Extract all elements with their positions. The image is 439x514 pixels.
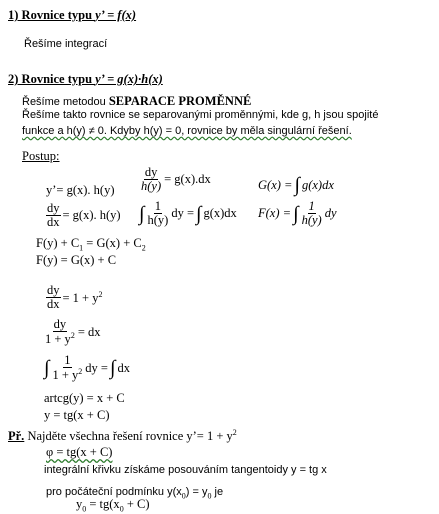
eq-line3 bbox=[36, 236, 146, 253]
frac-dy-1y2 bbox=[44, 318, 76, 346]
section2-line2-text: funkce a h(y) ≠ 0. Kdyby h(y) = 0, rovnice by měla singulární řešení. bbox=[22, 125, 352, 137]
frac-den-text: 1 + y bbox=[52, 368, 79, 383]
section2-line1: Řešíme takto rovnice se separovanými proměnnými, kde g, h jsou spojité bbox=[22, 109, 379, 121]
frac-num: dy bbox=[47, 201, 60, 215]
frac-den: h(y) bbox=[141, 179, 162, 194]
example-curve-text: integrální křivku získáme posouváním tangentoidy y = tg x bbox=[44, 464, 327, 476]
eq-r1c3-lhs: G(x) = bbox=[258, 177, 293, 192]
frac-1-hy bbox=[146, 200, 169, 227]
eq-r2c2-mid: dy = bbox=[171, 206, 194, 221]
subscript-0: 0 bbox=[82, 504, 87, 514]
superscript-2: 2 bbox=[98, 289, 103, 299]
eq-e3-mid: dy = bbox=[85, 361, 108, 376]
section2-line2 bbox=[22, 125, 352, 138]
eq-line4: F(y) = G(x) + C bbox=[36, 253, 117, 267]
example-final bbox=[76, 497, 150, 514]
frac-num: 1 bbox=[154, 199, 162, 213]
eq-r2c3-rhs: dy bbox=[324, 206, 337, 221]
example-final-end: + C) bbox=[123, 497, 150, 511]
frac-dy-hy bbox=[140, 166, 162, 193]
subscript-0: 0 bbox=[119, 504, 124, 514]
frac-den: h(y) bbox=[301, 213, 322, 228]
example-curve bbox=[44, 462, 327, 477]
frac-den: dx bbox=[47, 297, 60, 312]
superscript-2: 2 bbox=[232, 428, 237, 437]
example-text: Najděte všechna řešení rovnice y’= 1 + y bbox=[24, 429, 233, 444]
section1-title bbox=[8, 8, 136, 22]
integral-symbol: ∫ bbox=[109, 357, 116, 380]
subscript-1: 1 bbox=[79, 243, 84, 253]
eq-e1 bbox=[46, 284, 102, 311]
eq-r2c3-lhs: F(x) = bbox=[258, 206, 292, 221]
section2-desc-bold: SEPARACE PROMĚNNÉ bbox=[108, 94, 252, 108]
postup-label: Postup: bbox=[22, 149, 60, 163]
section2-title-prefix: 2) Rovnice typu bbox=[8, 72, 96, 86]
eq-r2c1 bbox=[46, 202, 121, 229]
eq-r1c2-rhs: = g(x).dx bbox=[164, 172, 211, 187]
eq-r2c2 bbox=[139, 200, 237, 227]
example-final-rhs: = tg(x bbox=[86, 497, 120, 511]
frac-dy-dx bbox=[46, 202, 61, 229]
eq-r1c3-rhs: g(x)dx bbox=[301, 177, 334, 192]
eq-e2-rhs: = dx bbox=[77, 325, 101, 340]
section2-title bbox=[8, 72, 163, 86]
eq-e1-rhs bbox=[63, 290, 103, 306]
frac-num: 1 bbox=[308, 199, 315, 213]
eq-r1c3 bbox=[258, 175, 334, 195]
frac-den bbox=[51, 368, 83, 382]
frac-den-text: 1 + y bbox=[45, 332, 71, 347]
eq-r1c2 bbox=[140, 166, 211, 193]
frac-num: dy bbox=[47, 283, 60, 297]
example-phi-text: φ = tg(x + C) bbox=[46, 445, 113, 459]
section1-desc: Řešíme integrací bbox=[24, 38, 108, 50]
frac-den bbox=[44, 332, 76, 346]
eq-e3 bbox=[44, 354, 130, 382]
frac-num: 1 bbox=[64, 353, 71, 367]
eq-e1-rhs-text: = 1 + y bbox=[62, 291, 99, 306]
example-line bbox=[8, 428, 237, 444]
section1-title-eq: y’ = f(x) bbox=[95, 8, 137, 22]
frac-1-hy-b bbox=[301, 200, 323, 227]
eq-r2c3 bbox=[258, 200, 337, 227]
integral-symbol: ∫ bbox=[44, 357, 50, 380]
eq-line3-b: = G(x) + C bbox=[83, 236, 142, 250]
integral-symbol: ∫ bbox=[196, 202, 202, 225]
example-initial-je: je bbox=[211, 486, 224, 498]
frac-dy-dx-e1 bbox=[46, 284, 61, 311]
section2-title-eq: y’ = g(x)·h(x) bbox=[95, 72, 163, 86]
section1-title-prefix: 1) Rovnice typu bbox=[8, 8, 96, 22]
eq-line3-a: F(y) + C bbox=[36, 236, 80, 250]
eq-e2 bbox=[44, 318, 101, 346]
eq-r2c1-rhs: = g(x). h(y) bbox=[62, 208, 121, 223]
eq-e4: artcg(y) = x + C bbox=[44, 391, 125, 405]
eq-r1c1: y’= g(x). h(y) bbox=[46, 183, 115, 197]
example-initial-end: ) = y bbox=[185, 486, 208, 498]
example-initial-text: pro počáteční podmínku y(x bbox=[46, 486, 182, 498]
superscript-2: 2 bbox=[78, 367, 83, 377]
eq-e5: y = tg(x + C) bbox=[44, 408, 110, 422]
section2-desc-prefix: Řešíme metodou bbox=[22, 96, 109, 108]
frac-den: h(y) bbox=[147, 213, 169, 228]
example-phi bbox=[46, 445, 112, 459]
superscript-2: 2 bbox=[70, 331, 75, 341]
subscript-2: 2 bbox=[141, 243, 146, 253]
integral-symbol: ∫ bbox=[139, 202, 145, 225]
frac-num: dy bbox=[144, 165, 158, 179]
frac-1-1y2 bbox=[51, 354, 83, 382]
eq-e3-rhs: dx bbox=[117, 361, 130, 376]
frac-num: dy bbox=[53, 317, 67, 331]
integral-symbol: ∫ bbox=[293, 202, 299, 225]
example-label: Př. bbox=[8, 429, 25, 444]
integral-symbol: ∫ bbox=[294, 174, 300, 196]
eq-r2c2-rhs: g(x)dx bbox=[203, 206, 237, 221]
subscript-0: 0 bbox=[207, 491, 212, 501]
subscript-0: 0 bbox=[181, 491, 186, 501]
frac-den: dx bbox=[47, 215, 60, 230]
example-final-y: y bbox=[76, 497, 83, 511]
section2-method bbox=[22, 94, 251, 109]
